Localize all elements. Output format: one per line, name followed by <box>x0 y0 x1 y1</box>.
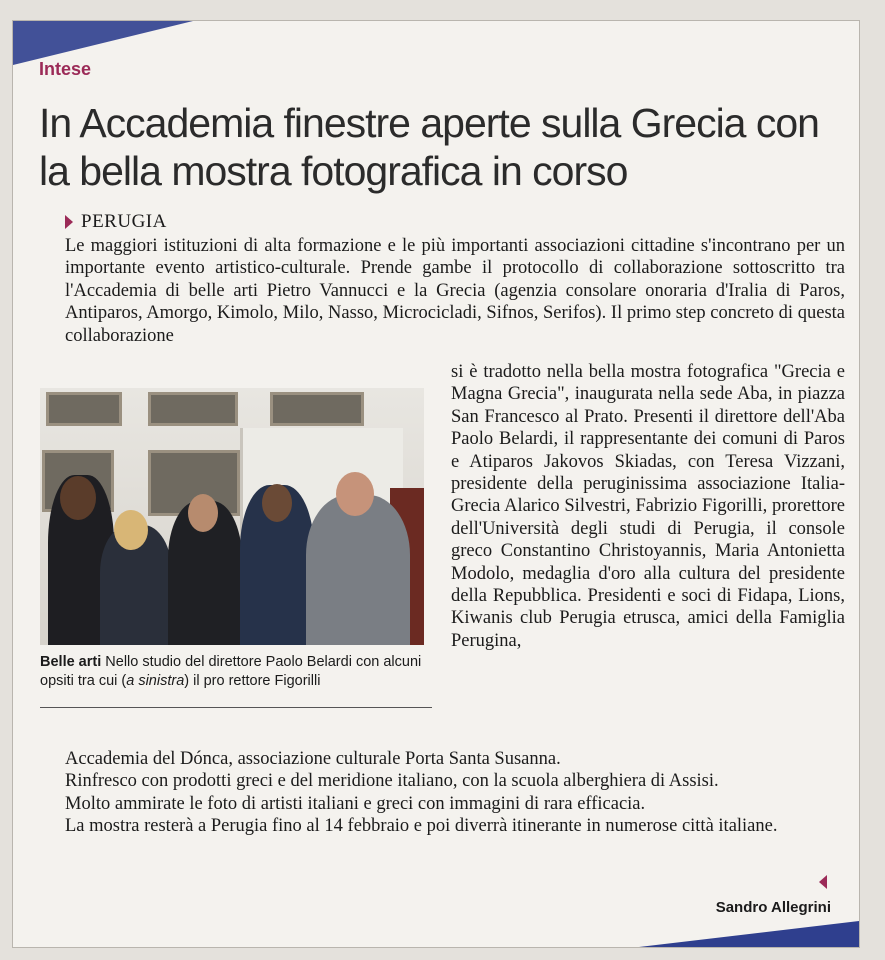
caption-text-before: Nello studio del direttore Paolo Belardi con alcuni opsiti tra cui ( <box>40 654 422 689</box>
section-label: Intese <box>39 59 92 79</box>
paragraph: La mostra resterà a Perugia fino al 14 febbraio e poi diverrà itinerante in numerose città italiane. <box>65 816 778 837</box>
right-column-text: si è tradotto nella bella mostra fotografica "Grecia e Magna Grecia", inaugurata nella sede Aba, in piazza San Francesco al Prato. Presenti il direttore dell'Aba Paolo Belardi, il rappresentante dei comuni di Paros e Atiparos Jakovos Skiadas, con Teresa Vizzani, presidente della peruginissima associazione Italia-Grecia Alarico Silvestri, Fabrizio Figorilli, prorettore dell'Università degli studi di Perugia, il console greco Constantino Christoyannis, Maria Antonietta Modolo, medaglia d'oro alla cultura del presidente della Repubblica. Presidenti e soci di Fidapa, Lions, Kiwanis club Perugia etrusca, amici della Famiglia Perugina, <box>451 362 845 651</box>
closing-paragraphs <box>65 748 845 838</box>
paragraph: Rinfresco con prodotti greci e del meridione italiano, con la scuola alberghiera di Assisi. <box>65 771 719 792</box>
caption-italic: a sinistra <box>126 673 185 689</box>
paragraph: Molto ammirate le foto di artisti italiani e greci con immagini di rara efficacia. <box>65 793 646 814</box>
byline: Sandro Allegrini <box>715 899 831 916</box>
triangle-left-icon <box>819 875 827 889</box>
bottom-color-band <box>639 921 859 947</box>
paragraph: Accademia del Dónca, associazione culturale Porta Santa Susanna. <box>65 749 561 769</box>
caption-text-after: ) il pro rettore Figorilli <box>184 673 321 689</box>
caption-label: Belle arti <box>40 654 102 670</box>
dateline <box>65 211 167 233</box>
photo-caption <box>40 653 432 691</box>
lead-paragraph: Le maggiori istituzioni di alta formazione e le più importanti associazioni cittadine s'incontrano per un importante evento artistico-culturale. Prende gambe il protocollo di collaborazione sottoscritto tra l'Accademia di belle arti Pietro Vannucci e la Grecia (agenzia consolare onoraria d'Iralia di Paros, Antiparos, Amorgo, Kimolo, Milo, Nasso, Microcicladi, Sifnos, Serifos). Il primo step concreto di questa collaborazione <box>65 236 845 346</box>
dateline-city: PERUGIA <box>81 211 167 232</box>
triangle-right-icon <box>65 215 73 229</box>
article-photo <box>40 388 424 645</box>
headline: In Accademia finestre aperte sulla Grecia con la bella mostra fotografica in corso <box>39 100 819 194</box>
newspaper-clipping <box>12 20 860 948</box>
caption-divider <box>40 707 432 708</box>
